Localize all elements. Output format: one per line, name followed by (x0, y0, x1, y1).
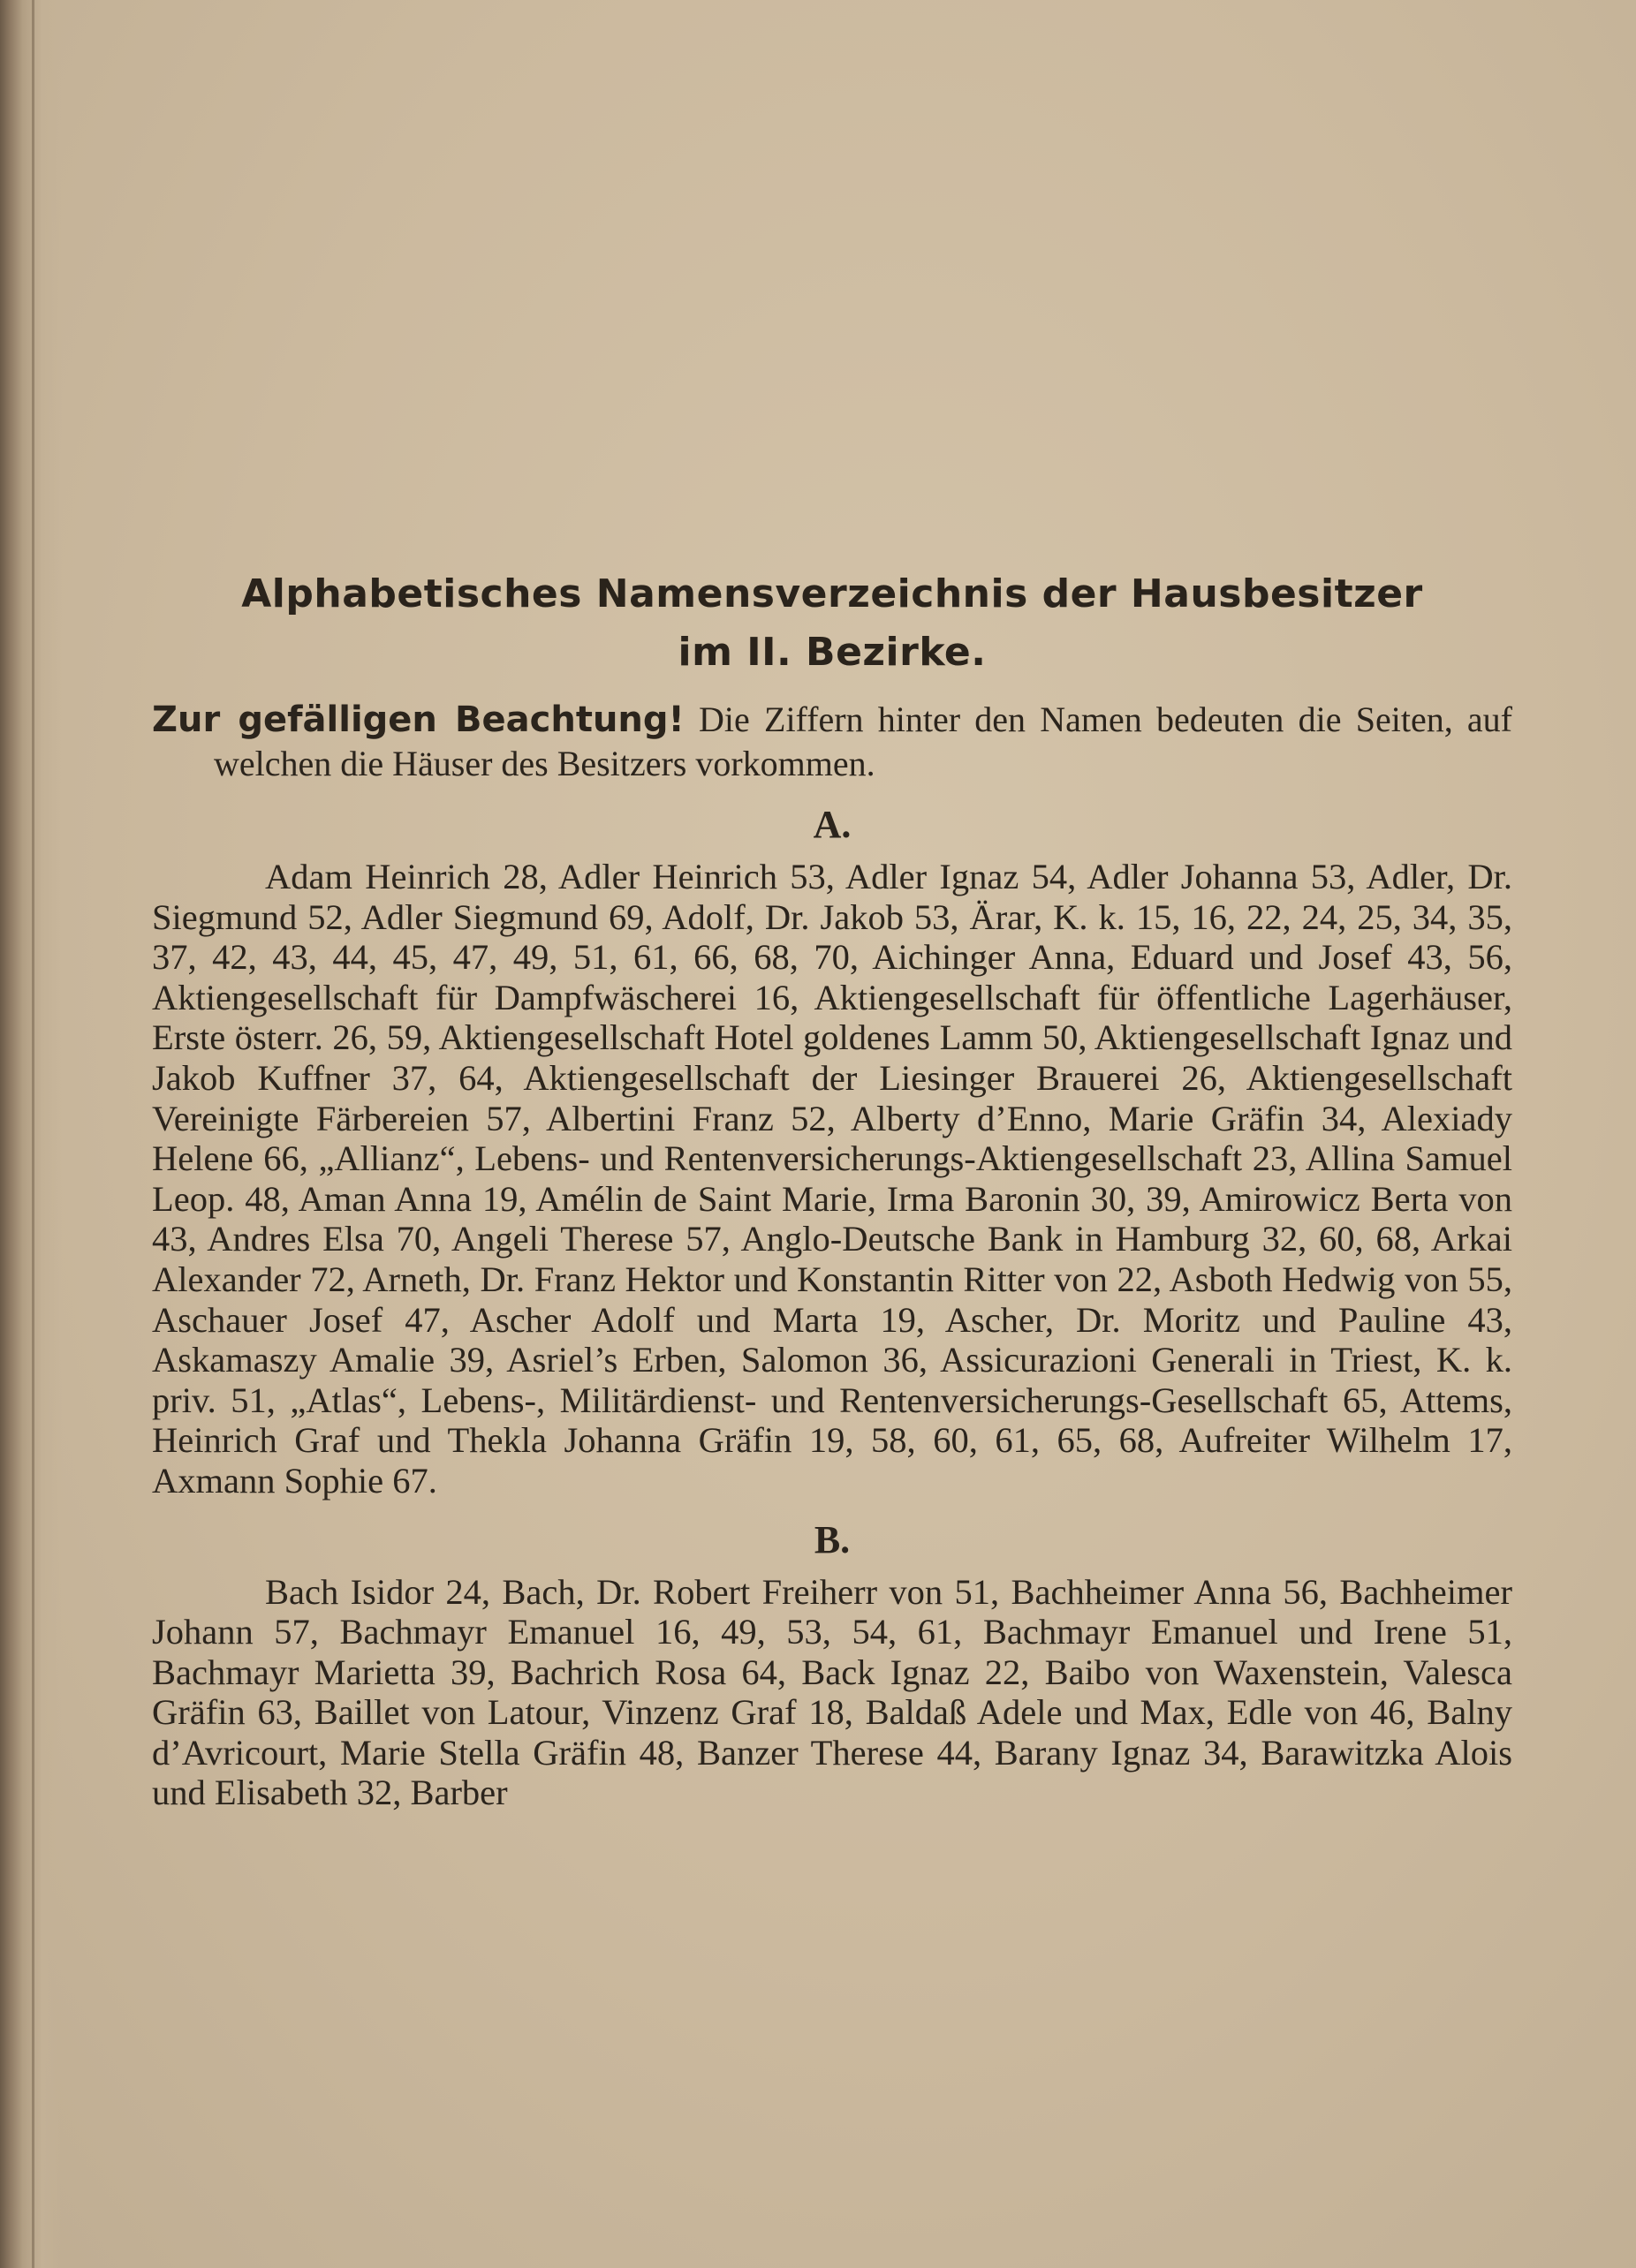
section-a-entries: Adam Heinrich 28, Adler Heinrich 53, Adler Ignaz 54, Adler Johanna 53, Adler, Dr. Siegmund 52, Adler Siegmund 69, Adolf, Dr. Jakob 53, Ärar, K. k. 15, 16, 22, 24, 25, 34, 35, 37, 42, 43, 44, 45, 47, 49, 51, 61, 66, 68, 70, Aichinger Anna, Eduard und Josef 43, 56, Aktiengesellschaft für Dampfwäscherei 16, Aktiengesellschaft für öffentliche Lagerhäuser, Erste österr. 26, 59, Aktiengesellschaft Hotel goldenes Lamm 50, Aktiengesellschaft Ignaz und Jakob Kuffner 37, 64, Aktiengesellschaft der Liesinger Brauerei 26, Aktiengesellschaft Vereinigte Färbereien 57, Albertini Franz 52, Alberty d’Enno, Marie Gräfin 34, Alexiady Helene 66, „Allianz“, Lebens- und Rentenversicherungs-Aktiengesellschaft 23, Allina Samuel Leop. 48, Aman Anna 19, Amélin de Saint Marie, Irma Baronin 30, 39, Amirowicz Berta von 43, Andres Elsa 70, Angeli Therese 57, Anglo-Deutsche Bank in Hamburg 32, 60, 68, Arkai Alexander 72, Arneth, Dr. Franz Hektor und Konstantin Ritter von 22, Asboth Hedwig von 55, Aschauer Josef 47, Ascher Adolf und Marta 19, Ascher, Dr. Moritz und Pauline 43, Askamaszy Amalie 39, Asriel’s Erben, Salomon 36, Assicurazioni Generali in Triest, K. k. priv. 51, „Atlas“, Lebens-, Militärdienst- und Rentenversicherungs-Gesellschaft 65, Attems, Heinrich Graf und Thekla Johanna Gräfin 19, 58, 60, 61, 65, 68, Aufreiter Wilhelm 17, Axmann Sophie 67. (152, 857, 1512, 1501)
page-content (152, 565, 1512, 1813)
section-letter-a: A. (813, 803, 852, 846)
page-title (152, 565, 1512, 682)
title-line-1: Alphabetisches Namensverzeichnis der Hausbesitzer (241, 571, 1423, 616)
binding-edge (32, 0, 34, 2268)
notice-label: Zur gefälligen Beachtung! (152, 699, 685, 740)
notice-text: Die Ziffern hinter den Namen bedeuten die Seiten, auf welchen die Häuser des Besitzers vorkommen. (214, 699, 1513, 783)
book-spine-shadow (0, 0, 62, 2268)
notice-paragraph (152, 698, 1512, 786)
title-line-2: im II. Bezirke. (678, 630, 987, 675)
section-b-entries: Bach Isidor 24, Bach, Dr. Robert Freiherr von 51, Bachheimer Anna 56, Bachheimer Johann 57, Bachmayr Emanuel 16, 49, 53, 54, 61, Bachmayr Emanuel und Irene 51, Bachmayr Marietta 39, Bachrich Rosa 64, Back Ignaz 22, Baibo von Waxenstein, Valesca Gräfin 63, Baillet von Latour, Vinzenz Graf 18, Baldaß Adele und Max, Edle von 46, Balny d’Avricourt, Marie Stella Gräfin 48, Banzer Therese 44, Barany Ignaz 34, Barawitzka Alois und Elisabeth 32, Barber (152, 1571, 1512, 1813)
section-letter-b: B. (814, 1517, 851, 1561)
